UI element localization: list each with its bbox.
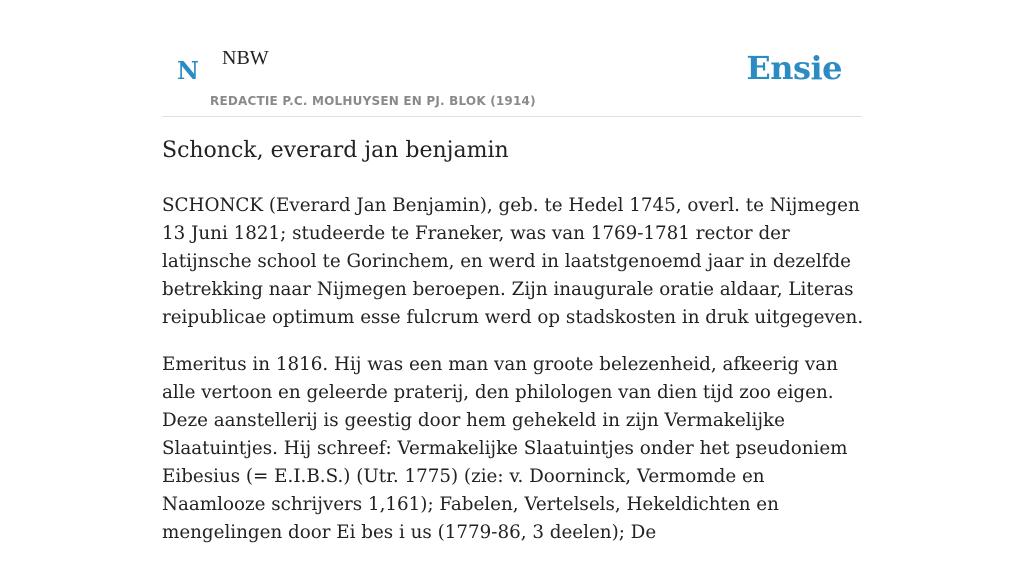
source-logo-icon: N xyxy=(177,56,199,85)
source-subtitle: REDACTIE P.C. MOLHUYSEN EN PJ. BLOK (1914) xyxy=(210,94,536,108)
article-paragraph: Emeritus in 1816. Hij was een man van groote belezenheid, afkeerig van alle vertoon en geleerde praterij, den philologen van dien tijd zoo eigen. Deze aanstellerij is geestig door hem gehekeld in zijn Vermakelijke Slaatuintjes. Hij schreef: Vermakelijke Slaatuintjes onder het pseudoniem Eibesius (= E.I.B.S.) (Utr. 1775) (zie: v. Doorninck, Vermomde en Naamlooze schrijvers 1,161); Fabelen, Vertelsels, Hekeldichten en mengelingen door Ei bes i us (1779-86, 3 deelen); De xyxy=(162,354,848,543)
article-paragraph: SCHONCK (Everard Jan Benjamin), geb. te Hedel 1745, overl. te Nijmegen 13 Juni 1821; studeerde te Franeker, was van 1769-1781 rector der latijnsche school te Gorinchem, en werd in laatstgenoemd jaar in dezelfde betrekking naar Nijmegen beroepen. Zijn inaugurale oratie aldaar, Literas reipublicae optimum esse fulcrum werd op stadskosten in druk uitgegeven. xyxy=(162,195,864,328)
source-header xyxy=(162,0,862,117)
source-name[interactable]: NBW xyxy=(222,47,269,69)
article-body xyxy=(162,192,868,566)
article-title: Schonck, everard jan benjamin xyxy=(162,138,509,163)
brand-logo-link[interactable]: Ensie xyxy=(746,49,842,87)
